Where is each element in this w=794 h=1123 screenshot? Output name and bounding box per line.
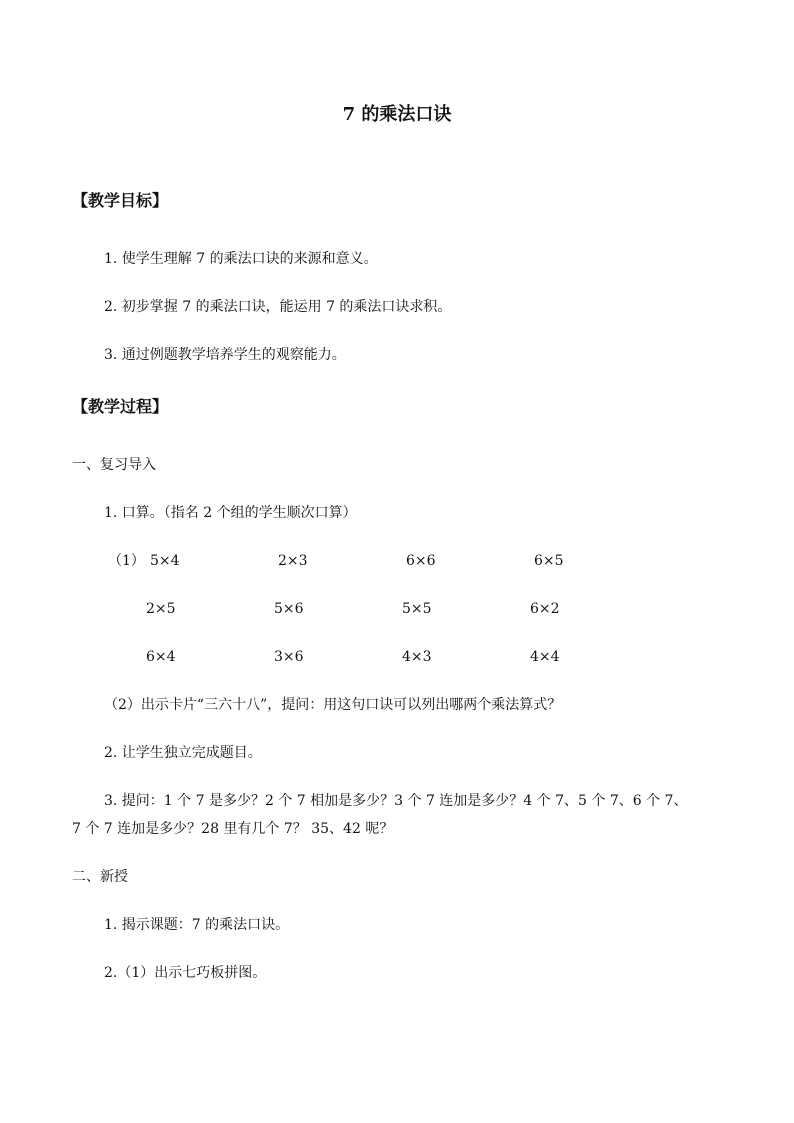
part1-item-2: 2. 让学生独立完成题目。: [104, 745, 262, 761]
part1-item-1: 1. 口算。（指名 2 个组的学生顺次口算）: [104, 505, 357, 521]
drill-expression: 6×6: [406, 553, 436, 569]
goal-item-3: 3. 通过例题教学培养学生的观察能力。: [104, 347, 346, 363]
part1-item-3-line2: 7 个 7 连加是多少？28 里有几个 7？ 35、42 呢？: [72, 821, 394, 837]
drill-expression: 5×4: [150, 553, 180, 569]
goal-item-2: 2. 初步掌握 7 的乘法口诀，能运用 7 的乘法口诀求积。: [104, 299, 452, 315]
drill-expression: 3×6: [274, 649, 304, 665]
part1-heading: 一、复习导入: [72, 457, 156, 473]
page-title: 7 的乘法口诀: [342, 104, 452, 125]
drill-expression: 4×4: [530, 649, 560, 665]
part1-item-3-line1: 3. 提问：1 个 7 是多少？2 个 7 相加是多少？3 个 7 连加是多少？4 个 7、5 个 7、6 个 7、: [104, 793, 688, 809]
section-heading-goals: 【教学目标】: [72, 191, 169, 210]
goal-item-1: 1. 使学生理解 7 的乘法口诀的来源和意义。: [104, 251, 378, 267]
section-heading-process: 【教学过程】: [72, 397, 169, 416]
drill-expression: 5×6: [274, 601, 304, 617]
drill-label: （1）: [108, 553, 145, 569]
part2-item-1: 1. 揭示课题：7 的乘法口诀。: [104, 917, 290, 933]
drill-expression: 6×4: [146, 649, 176, 665]
drill-expression: 6×5: [534, 553, 564, 569]
part1-item-1b: （2）出示卡片“三六十八”，提问：用这句口诀可以列出哪两个乘法算式？: [104, 697, 562, 713]
part2-heading: 二、新授: [72, 869, 128, 885]
drill-expression: 6×2: [530, 601, 560, 617]
drill-expression: 2×5: [146, 601, 176, 617]
drill-expression: 4×3: [402, 649, 432, 665]
drill-expression: 5×5: [402, 601, 432, 617]
drill-expression: 2×3: [278, 553, 308, 569]
part2-item-2: 2.（1）出示七巧板拼图。: [104, 965, 267, 981]
